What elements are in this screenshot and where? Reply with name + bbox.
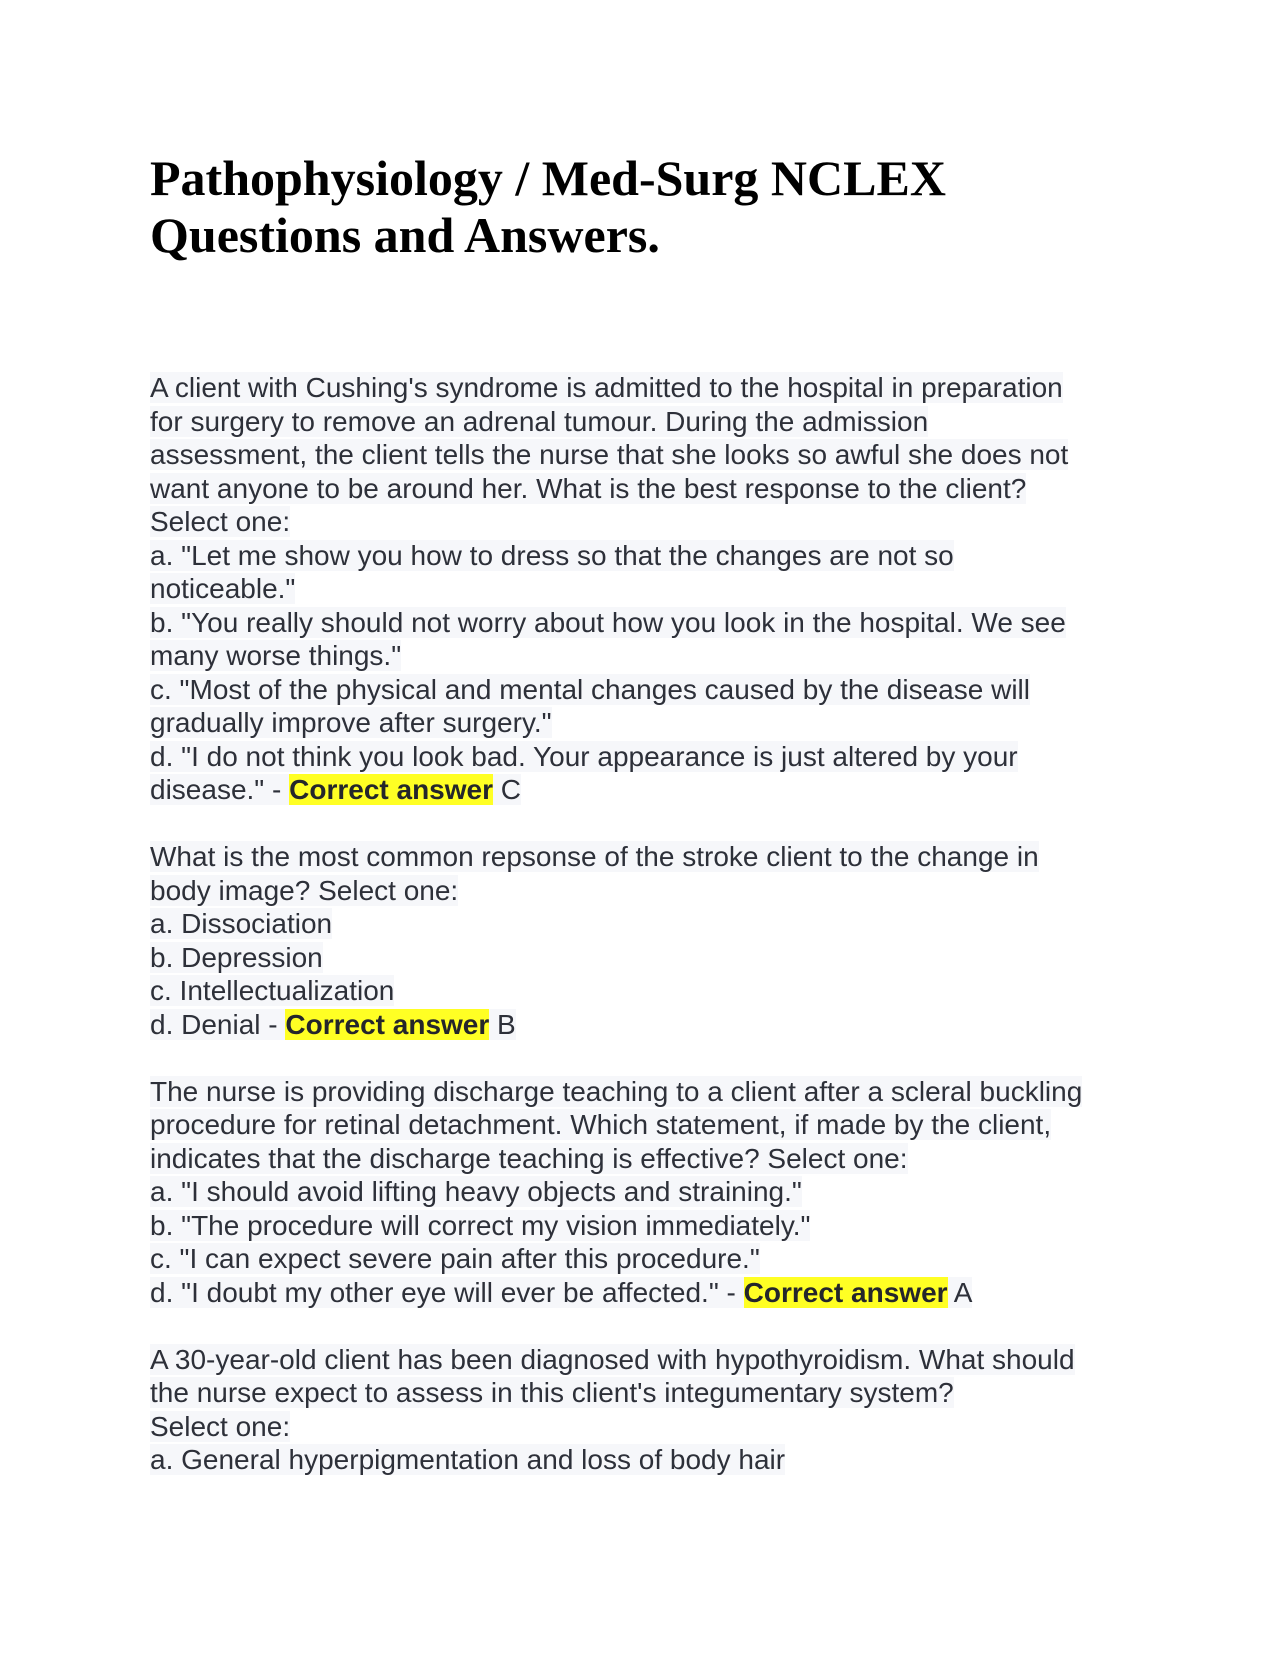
question-block-4 — [150, 1343, 1140, 1477]
correct-answer-label: Correct answer — [743, 1276, 948, 1308]
question-4-line: the nurse expect to assess in this client's integumentary system? — [150, 1377, 954, 1408]
question-block-3 — [150, 1075, 1140, 1310]
question-1-option: c. "Most of the physical and mental changes caused by the disease will — [150, 673, 1030, 705]
question-3-line: The nurse is providing discharge teaching to a client after a scleral buckling — [150, 1075, 1083, 1107]
title-line-1: Pathophysiology / Med-Surg NCLEX — [150, 150, 946, 206]
question-2-option: a. Dissociation — [150, 908, 333, 939]
question-2-line: What is the most common repsonse of the stroke client to the change in — [150, 841, 1039, 872]
question-1-line: A client with Cushing's syndrome is admitted to the hospital in preparation — [150, 372, 1063, 403]
question-1-line: for surgery to remove an adrenal tumour. During the admission — [150, 405, 929, 437]
correct-answer-value: C — [493, 774, 521, 805]
question-3-option: c. "I can expect severe pain after this procedure." — [150, 1243, 760, 1274]
correct-answer-label: Correct answer — [285, 1008, 490, 1040]
question-block-2 — [150, 840, 1140, 1041]
question-2-option: d. Denial - — [150, 1008, 286, 1040]
question-1-option: b. "You really should not worry about how you look in the hospital. We see — [150, 606, 1066, 638]
question-2-line: body image? Select one: — [150, 874, 459, 906]
question-3-line: procedure for retinal detachment. Which statement, if made by the client, — [150, 1109, 1052, 1140]
correct-answer-label: Correct answer — [289, 774, 493, 805]
question-3-option: d. "I doubt my other eye will ever be affected." - — [150, 1276, 744, 1308]
document-title — [150, 150, 1140, 264]
question-1-option: gradually improve after surgery." — [150, 707, 552, 738]
question-4-line: Select one: — [150, 1410, 291, 1442]
question-1-option: a. "Let me show you how to dress so that the changes are not so — [150, 539, 954, 571]
question-1-line: assessment, the client tells the nurse that she looks so awful she does not — [150, 439, 1069, 470]
correct-answer-value: B — [489, 1008, 516, 1040]
question-4-line: A 30-year-old client has been diagnosed with hypothyroidism. What should — [150, 1343, 1075, 1375]
question-block-1 — [150, 371, 1140, 807]
question-1-line: want anyone to be around her. What is the best response to the client? — [150, 472, 1027, 504]
title-line-2: Questions and Answers. — [150, 207, 660, 263]
question-1-option: disease." - — [150, 774, 290, 805]
question-2-option: b. Depression — [150, 941, 323, 973]
document-page — [150, 150, 1140, 1510]
question-list — [150, 371, 1140, 1477]
question-2-option: c. Intellectualization — [150, 975, 395, 1006]
question-1-option: d. "I do not think you look bad. Your appearance is just altered by your — [150, 740, 1018, 772]
question-3-option: a. "I should avoid lifting heavy objects and straining." — [150, 1176, 802, 1207]
correct-answer-value: A — [947, 1276, 973, 1308]
question-3-option: b. "The procedure will correct my vision immediately." — [150, 1209, 811, 1241]
question-4-option: a. General hyperpigmentation and loss of body hair — [150, 1444, 786, 1475]
question-1-option: noticeable." — [150, 573, 296, 604]
question-3-line: indicates that the discharge teaching is effective? Select one: — [150, 1142, 908, 1174]
question-1-line: Select one: — [150, 506, 291, 537]
question-1-option: many worse things." — [150, 640, 402, 671]
